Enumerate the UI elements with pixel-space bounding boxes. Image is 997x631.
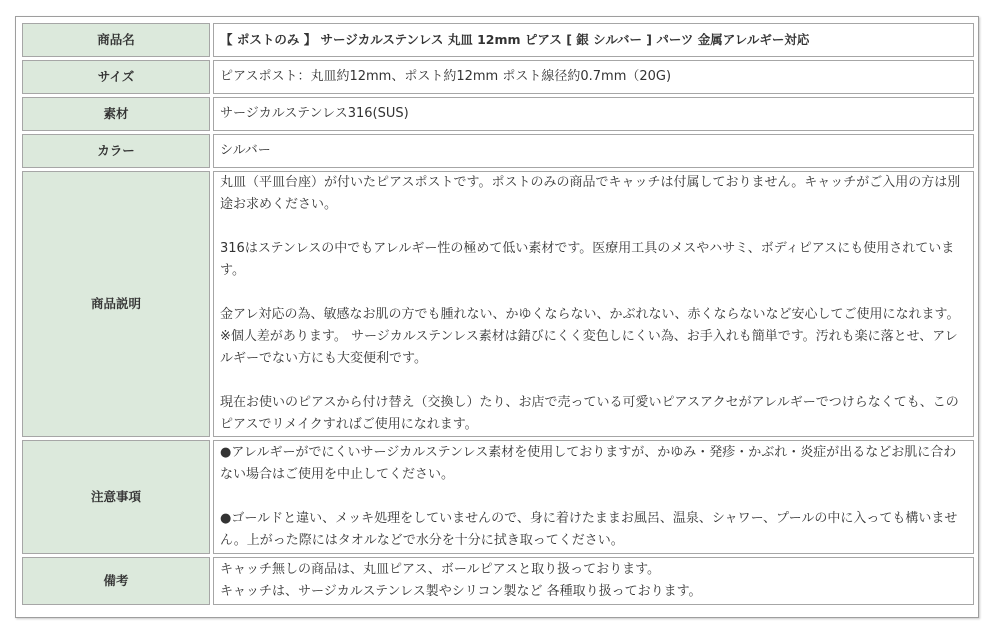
value-caution [213,440,974,554]
caution-line: ●ゴールドと違い、メッキ処理をしていませんので、身に着けたままお風呂、温泉、シャワー、プールの中に入っても構いませ [220,511,958,526]
row-notes [22,557,974,605]
description-line: ※個人差があります。 サージカルステンレス素材は錆びにくく変色しにくい為、お手入れも簡単です。汚れも楽に落とせ、アレ [220,329,958,344]
value-notes [213,557,974,605]
row-size [22,60,974,94]
notes-line: キャッチ無しの商品は、丸皿ピアス、ボールピアスと取り扱っております。 [220,562,661,577]
product-spec-table [19,20,977,608]
label-material: 素材 [22,97,210,131]
value-color: シルバー [213,134,974,168]
product-spec-panel [15,16,979,618]
label-notes: 備考 [22,557,210,605]
value-material: サージカルステンレス316(SUS) [213,97,974,131]
description-line: 316はステンレスの中でもアレルギー性の極めて低い素材です。医療用工具のメスやハサミ、ボディピアスにも使用されていま [220,241,955,256]
label-product-name: 商品名 [22,23,210,57]
row-description [22,171,974,437]
row-product-name [22,23,974,57]
description-line: ピアスでリメイクすればご使用になれます。 [220,417,478,432]
value-product-name: 【 ポストのみ 】 サージカルステンレス 丸皿 12mm ピアス [ 銀 シルバー ] パーツ 金属アレルギー対応 [213,23,974,57]
caution-line: ん。上がった際にはタオルなどで水分を十分に拭き取ってください。 [220,533,624,548]
description-line: ルギーでない方にも大変便利です。 [220,351,427,366]
description-line: 金アレ対応の為、敏感なお肌の方でも腫れない、かゆくならない、かぶれない、赤くならないなど安心してご使用になれます。 [220,307,960,322]
notes-line: キャッチは、サージカルステンレス製やシリコン製など 各種取り扱っております。 [220,584,702,599]
caution-line: ●アレルギーがでにくいサージカルステンレス素材を使用しておりますが、かゆみ・発疹・かぶれ・炎症が出るなどお肌に合わ [220,445,957,460]
row-color [22,134,974,168]
label-color: カラー [22,134,210,168]
value-size: ピアスポスト：丸皿約12mm、ポスト約12mm ポスト線径約0.7mm（20G) [213,60,974,94]
label-description: 商品説明 [22,171,210,437]
label-size: サイズ [22,60,210,94]
description-line: 途お求めください。 [220,197,338,212]
value-description [213,171,974,437]
description-line: 丸皿（平皿台座）が付いたピアスポストです。ポストのみの商品でキャッチは付属しておりません。キャッチがご入用の方は別 [220,175,961,190]
row-caution [22,440,974,554]
caution-line: ない場合はご使用を中止してください。 [220,467,455,482]
description-line: 現在お使いのピアスから付け替え（交換し）たり、お店で売っている可愛いピアスアクセがアレルギーでつけらなくても、この [220,395,959,410]
description-line: す。 [220,263,245,278]
row-material [22,97,974,131]
label-caution: 注意事項 [22,440,210,554]
